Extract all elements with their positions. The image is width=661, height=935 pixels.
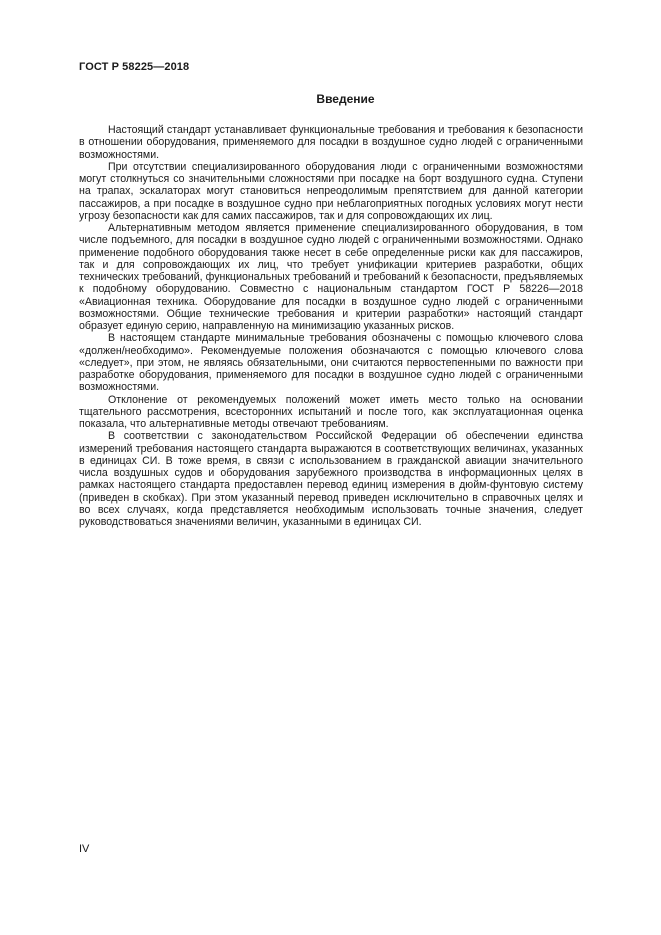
page-number: IV [79, 843, 90, 855]
paragraph: В настоящем стандарте минимальные требования обозначены с помощью ключевого слова «должен/необходимо». Рекомендуемые положения обозначаются с помощью ключевого слова «следует», при этом, не являясь обязательными, они считаются первостепенными по важности при разработке оборудования, применяемого для посадки в воздушное судно людей с ограниченными возможностями. [79, 332, 583, 394]
paragraph: Настоящий стандарт устанавливает функциональные требования и требования к безопасности в отношении оборудования, применяемого для посадки в воздушное судно людей с ограниченными возможностями. [79, 124, 583, 161]
paragraph: При отсутствии специализированного оборудования люди с ограниченными возможностями могут столкнуться со значительными сложностями при посадке на борт воздушного судна. Ступени на трапах, эскалаторах могут становиться непреодолимым препятствием для данной категории пассажиров, а при посадке в воздушное судно при неблагоприятных погодных условиях могут нести угрозу безопасности как для самих пассажиров, так и для сопровождающих их лиц. [79, 160, 583, 222]
document-standard-code: ГОСТ Р 58225—2018 [79, 61, 190, 73]
paragraph: В соответствии с законодательством Российской Федерации об обеспечении единства измерений требования настоящего стандарта выражаются в соответствующих величинах, указанных в единицах СИ. В тоже время, в связи с использованием в гражданской авиации значительного числа воздушных судов и оборудования зарубежного производства в информационных целях в рамках настоящего стандарта предоставлен перевод единиц измерения в дюйм-фунтовую систему (приведен в скобках). При этом указанный перевод приведен исключительно в справочных целях и во всех случаях, когда представляется необходимым использовать точные значения, следует руководствоваться значениями величин, указанными в единицах СИ. [79, 430, 583, 528]
paragraph: Альтернативным методом является применение специализированного оборудования, в том числе подъемного, для посадки в воздушное судно людей с ограниченными возможностями. Однако применение подобного оборудования также несет в себе определенные риски как для пассажиров, так и для сопровождающих их лиц, что требует унификации критериев разработки, общих технических требований, функциональных требований и требований к безопасности, предъявляемых к подобному оборудованию. Совместно с национальным стандартом ГОСТ Р 58226—2018 «Авиационная техника. Оборудование для посадки в воздушное судно людей с ограниченными возможностями. Общие технические требования и критерии разработки» настоящий стандарт образует единую серию, направленную на минимизацию указанных рисков. [79, 222, 583, 332]
introduction-body [79, 124, 583, 528]
section-title: Введение [316, 92, 375, 106]
paragraph: Отклонение от рекомендуемых положений может иметь место только на основании тщательного рассмотрения, всесторонних испытаний и после того, как эксплуатационная оценка показала, что альтернативные методы отвечают требованиям. [79, 393, 583, 430]
